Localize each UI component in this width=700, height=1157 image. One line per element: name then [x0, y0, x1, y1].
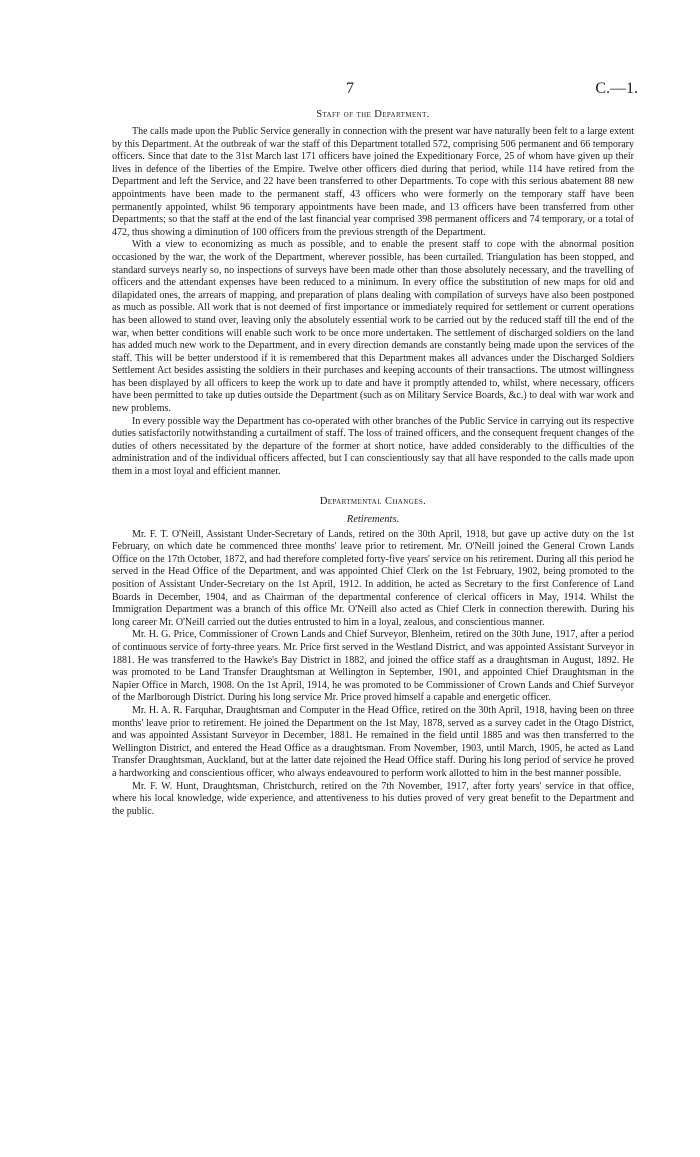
- series-mark: C.—1.: [595, 80, 638, 97]
- paragraph: Mr. F. T. O'Neill, Assistant Under-Secretary of Lands, retired on the 30th April, 1918, but gave up active duty on the 1st February, on which date he commenced three months' leave prior to retirement. Mr. O'Neill joined the General Crown Lands Office on the 17th October, 1872, and had therefore completed forty-five years' service on his retirement. During all this period he served in the Head Office of the Department, and was appointed Chief Clerk on the 1st February, 1902, being promoted to the position of Assistant Under-Secretary on the 1st April, 1912. In addition, he acted as Secretary to the first Conference of Land Boards in December, 1904, and as Chairman of the departmental conference of clerical officers in May, 1914. Whilst the Immigration Department was a branch of this office Mr. O'Neill also acted as Chief Clerk in connection therewith. During his long career Mr. O'Neill carried out the duties entrusted to him in a loyal, zealous, and conscientious manner.: [112, 528, 634, 628]
- paragraph: In every possible way the Department has co-operated with other branches of the Public Service in carrying out its respective duties satisfactorily notwithstanding a curtailment of staff. The loss of trained officers, and the consequent frequent changes of the duties of others necessitated by the departure of the former at short notice, have added considerably to the difficulties of the administration and of the individual officers affected, but I can conscientiously say that all have responded to the calls made upon them in a most loyal and efficient manner.: [112, 415, 634, 478]
- paragraph: Mr. H. G. Price, Commissioner of Crown Lands and Chief Surveyor, Blenheim, retired on the 30th June, 1917, after a period of continuous service of forty-three years. Mr. Price first served in the Westland District, and was appointed Assistant Surveyor in 1881. He was transferred to the Hawke's Bay District in 1882, and joined the office staff as a draughtsman in August, 1892. He was promoted to be Land Transfer Draughtsman at Wellington in September, 1901, and appointed Chief Draughtsman in the Napier Office in March, 1908. On the 1st April, 1914, he was promoted to be Commissioner of Crown Lands and Chief Surveyor of the Marlborough District. During his long service Mr. Price proved himself a capable and energetic officer.: [112, 629, 634, 704]
- paragraph: Mr. H. A. R. Farquhar, Draughtsman and Computer in the Head Office, retired on the 30th April, 1918, having been on three months' leave prior to retirement. He joined the Department on the 1st May, 1878, served as a survey cadet in the Otago District, and was appointed Assistant Surveyor in December, 1881. He remained in the field until 1885 and was then transferred to the Wellington District, and entered the Head Office as a draughtsman. From November, 1903, until March, 1905, he acted as Land Transfer Draughtsman, Auckland, but at the latter date rejoined the Head Office staff. During his long period of service he proved a hardworking and conscientious officer, who always endeavoured to perform work allotted to him in the best manner possible.: [112, 704, 634, 779]
- paragraph: The calls made upon the Public Service generally in connection with the present war have naturally been felt to a large extent by this Department. At the outbreak of war the staff of this Department totalled 572, comprising 506 permanent and 66 temporary officers. Since that date to the 31st March last 171 officers have joined the Expeditionary Force, 25 of whom have given up their lives in defence of the liberties of the Empire. Twelve other officers died during that period, while 114 have retired from the Department and left the Service, and 22 have been transferred to other Departments. To cope with this serious abatement 88 new appointments have been made to the permanent staff, 43 officers who were formerly on the temporary staff have been permanently appointed, whilst 96 temporary appointments have been made, and 13 officers have been transferred from other Departments; so that the staff at the end of the last financial year comprised 398 permanent officers and 74 temporary, or a total of 472, thus showing a diminution of 100 officers from the previous strength of the Department.: [112, 126, 634, 238]
- section-spacer: [112, 479, 634, 495]
- subsection-title-retirements: Retirements.: [346, 513, 400, 525]
- page-body: [112, 108, 634, 818]
- page-number: 7: [346, 80, 354, 97]
- running-header: [0, 78, 700, 100]
- paragraph: With a view to economizing as much as possible, and to enable the present staff to cope with the abnormal position occasioned by the war, the work of the Department, wherever possible, has been curtailed. Triangulation has been stopped, and standard surveys nearly so, no inspections of surveys have been made other than those absolutely necessary, and the travelling of officers and the attendant expenses have been reduced to a minimum. In every office the substitution of new maps for old and dilapidated ones, the arrears of mapping, and preparation of plans dealing with compilation of surveys have also been postponed as much as possible. All work that is not deemed of first importance or immediately required for settlement or current operations has been allowed to stand over, leaving only the absolutely essential work to be carried out by the reduced staff till the end of the war, when better conditions will enable such work to be once more undertaken. The settlement of discharged soldiers on the land has added much new work to the Department, and in every direction demands are constantly being made upon the services of the staff. This will be better understood if it is remembered that this Department makes all advances under the Discharged Soldiers Settlement Act besides assisting the soldiers in their purchases and keeping accounts of their transactions. The utmost willingness has been displayed by all officers to keep the work up to date and have it promptly attended to, whilst, where necessary, officers have been permitted to take up duties outside the Department (such as on Military Service Boards, &c.) to deal with war work and new problems.: [112, 239, 634, 415]
- section-departmental-changes: [112, 495, 634, 819]
- section-staff: [112, 108, 634, 479]
- section-title-staff: Staff of the Department.: [316, 109, 430, 120]
- section-title-departmental-changes: Departmental Changes.: [319, 495, 427, 507]
- paragraph: Mr. F. W. Hunt, Draughtsman, Christchurch, retired on the 7th November, 1917, after forty years' service in that office, where his local knowledge, wide experience, and attentiveness to his duties proved of very great benefit to the Department and the public.: [112, 780, 634, 817]
